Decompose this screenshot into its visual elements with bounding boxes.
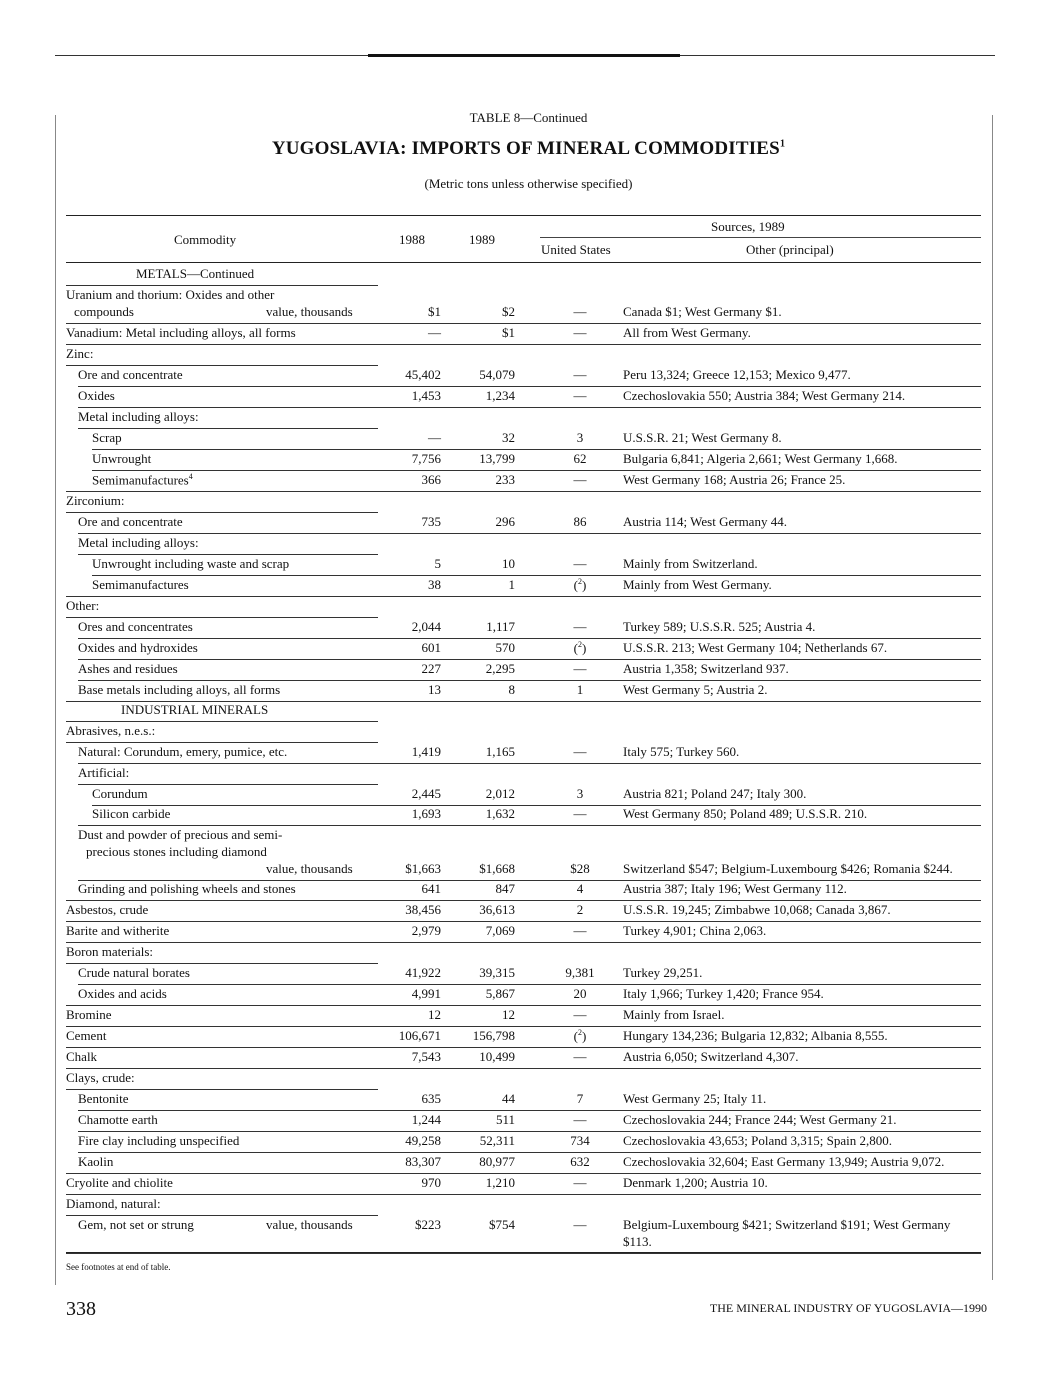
other-sources: Turkey 589; U.S.S.R. 525; Austria 4. bbox=[623, 619, 816, 634]
row-rule bbox=[66, 1005, 981, 1006]
commodity-cell: Scrap bbox=[92, 430, 122, 445]
commodity-cell: compounds bbox=[74, 304, 134, 319]
value-1989: 10 bbox=[502, 556, 515, 571]
value-1989: 5,867 bbox=[485, 986, 515, 1001]
row-rule bbox=[78, 407, 981, 408]
value-1989: $2 bbox=[502, 304, 515, 319]
value-1988: 38 bbox=[428, 577, 441, 592]
commodity-cell: Barite and witherite bbox=[66, 923, 170, 938]
value-united-states: — bbox=[573, 619, 587, 634]
value-1989: 1,165 bbox=[485, 744, 515, 759]
commodity-cell: Kaolin bbox=[78, 1154, 114, 1169]
value-1988: 735 bbox=[421, 514, 441, 529]
paren-open: ( bbox=[573, 1028, 578, 1044]
row-rule bbox=[78, 784, 378, 785]
other-sources-continued: $113. bbox=[623, 1234, 652, 1249]
row-rule bbox=[66, 285, 378, 286]
value-1989: 13,799 bbox=[479, 451, 515, 466]
value-united-states bbox=[549, 640, 611, 656]
value-1988: 13 bbox=[428, 682, 441, 697]
value-united-states: 734 bbox=[570, 1133, 590, 1148]
value-1988: 641 bbox=[421, 881, 441, 896]
row-rule bbox=[66, 1068, 981, 1069]
value-united-states: 3 bbox=[576, 430, 584, 445]
commodity-cell: Oxides bbox=[78, 388, 115, 403]
value-1989: 54,079 bbox=[479, 367, 515, 382]
row-rule bbox=[78, 428, 378, 429]
row-rule bbox=[66, 491, 981, 492]
value-united-states: 3 bbox=[576, 786, 584, 801]
value-1988: 5 bbox=[434, 556, 441, 571]
row-rule bbox=[66, 721, 378, 722]
value-1989: 8 bbox=[508, 682, 515, 697]
footnote-mark: 2 bbox=[578, 577, 582, 586]
row-rule bbox=[66, 1194, 981, 1195]
other-sources: Czechoslovakia 550; Austria 384; West Germany 214. bbox=[623, 388, 906, 403]
row-rule bbox=[78, 386, 981, 387]
row-rule bbox=[66, 1253, 981, 1254]
value-1988: $1,663 bbox=[405, 861, 441, 876]
header-other: Other (principal) bbox=[746, 242, 834, 257]
row-rule bbox=[66, 365, 378, 366]
commodity-cell: Vanadium: Metal including alloys, all forms bbox=[66, 325, 296, 340]
value-united-states: $28 bbox=[570, 861, 590, 876]
commodity-cell: METALS—Continued bbox=[136, 266, 255, 281]
other-sources: Bulgaria 6,841; Algeria 2,661; West Germany 1,668. bbox=[623, 451, 898, 466]
row-rule bbox=[78, 763, 981, 764]
paren-close: ) bbox=[582, 577, 587, 593]
value-1988: 45,402 bbox=[405, 367, 441, 382]
value-united-states: — bbox=[573, 1217, 587, 1232]
footnote-mark: 4 bbox=[188, 472, 193, 481]
other-sources: Mainly from Switzerland. bbox=[623, 556, 758, 571]
value-1988: 106,671 bbox=[398, 1028, 441, 1043]
commodity-cell: Semimanufactures bbox=[92, 577, 189, 592]
row-rule bbox=[92, 470, 981, 471]
commodity-cell: Corundum bbox=[92, 786, 148, 801]
row-rule bbox=[92, 575, 981, 576]
row-rule bbox=[78, 1131, 981, 1132]
commodity-cell: precious stones including diamond bbox=[86, 844, 267, 859]
other-sources: U.S.S.R. 21; West Germany 8. bbox=[623, 430, 782, 445]
commodity-cell: Ores and concentrates bbox=[78, 619, 193, 634]
row-rule bbox=[66, 323, 981, 324]
value-united-states: 20 bbox=[573, 986, 587, 1001]
row-rule bbox=[78, 825, 981, 826]
row-rule bbox=[78, 1110, 981, 1111]
value-united-states: — bbox=[573, 388, 587, 403]
value-1988: 1,693 bbox=[411, 806, 441, 821]
other-sources: West Germany 850; Poland 489; U.S.S.R. 210. bbox=[623, 806, 868, 821]
row-rule bbox=[78, 638, 981, 639]
other-sources: All from West Germany. bbox=[623, 325, 751, 340]
paren-open: ( bbox=[573, 577, 578, 593]
commodity-cell: Unwrought including waste and scrap bbox=[92, 556, 290, 571]
row-rule bbox=[78, 1152, 981, 1153]
commodity-cell: INDUSTRIAL MINERALS bbox=[121, 702, 269, 717]
other-sources: Italy 575; Turkey 560. bbox=[623, 744, 740, 759]
value-1989: 2,295 bbox=[485, 661, 515, 676]
value-1989: 1 bbox=[508, 577, 515, 592]
value-united-states: 86 bbox=[573, 514, 587, 529]
header-commodity: Commodity bbox=[174, 232, 237, 247]
other-sources: Turkey 4,901; China 2,063. bbox=[623, 923, 767, 938]
other-sources: Austria 6,050; Switzerland 4,307. bbox=[623, 1049, 799, 1064]
value-united-states: 1 bbox=[576, 682, 584, 697]
value-united-states bbox=[549, 577, 611, 593]
row-rule bbox=[66, 1047, 981, 1048]
value-1988: 227 bbox=[421, 661, 441, 676]
commodity-cell: Oxides and hydroxides bbox=[78, 640, 198, 655]
value-united-states: — bbox=[573, 1175, 587, 1190]
row-rule bbox=[66, 596, 981, 597]
value-united-states: — bbox=[573, 661, 587, 676]
other-sources: Czechoslovakia 244; France 244; West Germany 21. bbox=[623, 1112, 897, 1127]
other-sources: West Germany 168; Austria 26; France 25. bbox=[623, 472, 846, 487]
value-united-states: — bbox=[573, 304, 587, 319]
value-1989: $1,668 bbox=[479, 861, 515, 876]
value-1988: 601 bbox=[421, 640, 441, 655]
value-1989: 1,210 bbox=[485, 1175, 515, 1190]
other-sources: West Germany 5; Austria 2. bbox=[623, 682, 768, 697]
commodity-cell: Boron materials: bbox=[66, 944, 154, 959]
value-1989: 80,977 bbox=[479, 1154, 515, 1169]
row-rule bbox=[66, 512, 378, 513]
row-rule bbox=[66, 1026, 981, 1027]
value-1988: — bbox=[428, 430, 441, 445]
value-1989: 156,798 bbox=[472, 1028, 515, 1043]
other-sources: U.S.S.R. 19,245; Zimbabwe 10,068; Canada 3,867. bbox=[623, 902, 891, 917]
value-united-states: — bbox=[573, 325, 587, 340]
value-1988: 7,756 bbox=[411, 451, 441, 466]
value-1989: 39,315 bbox=[479, 965, 515, 980]
other-sources: Czechoslovakia 43,653; Poland 3,315; Spain 2,800. bbox=[623, 1133, 893, 1148]
row-rule bbox=[66, 900, 981, 901]
value-united-states: 2 bbox=[576, 902, 584, 917]
value-1989: $754 bbox=[489, 1217, 515, 1232]
paren-close: ) bbox=[582, 1028, 587, 1044]
commodity-cell: Crude natural borates bbox=[78, 965, 190, 980]
commodity-cell: Unwrought bbox=[92, 451, 152, 466]
commodity-cell: Gem, not set or strung bbox=[78, 1217, 194, 1232]
value-united-states: — bbox=[573, 923, 587, 938]
value-1989: 36,613 bbox=[479, 902, 515, 917]
commodity-cell: Clays, crude: bbox=[66, 1070, 135, 1085]
paren-close: ) bbox=[582, 640, 587, 656]
value-1989: 44 bbox=[502, 1091, 515, 1106]
value-1988: 970 bbox=[421, 1175, 441, 1190]
value-1989: 2,012 bbox=[485, 786, 515, 801]
value-1989: 296 bbox=[495, 514, 515, 529]
row-rule bbox=[78, 533, 981, 534]
other-sources: Italy 1,966; Turkey 1,420; France 954. bbox=[623, 986, 824, 1001]
commodity-cell: Uranium and thorium: Oxides and other bbox=[66, 287, 275, 302]
value-1988: 49,258 bbox=[405, 1133, 441, 1148]
value-1989: 32 bbox=[502, 430, 515, 445]
other-sources: Belgium-Luxembourg $421; Switzerland $191; West Germany bbox=[623, 1217, 951, 1232]
commodity-cell: Cement bbox=[66, 1028, 107, 1043]
other-sources: Switzerland $547; Belgium-Luxembourg $426; Romania $244. bbox=[623, 861, 953, 876]
value-1988: 1,419 bbox=[411, 744, 441, 759]
value-united-states: 7 bbox=[576, 1091, 584, 1106]
value-1988: 1,453 bbox=[411, 388, 441, 403]
value-1988: 41,922 bbox=[405, 965, 441, 980]
title-footnote-mark: 1 bbox=[779, 138, 786, 150]
row-rule bbox=[66, 1215, 378, 1216]
value-united-states bbox=[549, 1028, 611, 1044]
other-sources: Austria 114; West Germany 44. bbox=[623, 514, 787, 529]
row-rule bbox=[66, 1089, 378, 1090]
other-sources: Mainly from West Germany. bbox=[623, 577, 772, 592]
value-1988: — bbox=[428, 325, 441, 340]
value-1988: 2,044 bbox=[411, 619, 441, 634]
value-1989: 1,117 bbox=[486, 619, 515, 634]
value-united-states: 9,381 bbox=[565, 965, 595, 980]
table-bottom-rule bbox=[66, 1252, 981, 1253]
commodity-cell: Diamond, natural: bbox=[66, 1196, 161, 1211]
value-united-states: — bbox=[573, 1049, 587, 1064]
value-1988: $223 bbox=[415, 1217, 441, 1232]
value-united-states: — bbox=[573, 1007, 587, 1022]
other-sources: U.S.S.R. 213; West Germany 104; Netherlands 67. bbox=[623, 640, 888, 655]
row-rule bbox=[78, 680, 981, 681]
value-united-states: 62 bbox=[573, 451, 587, 466]
other-sources: Canada $1; West Germany $1. bbox=[623, 304, 782, 319]
value-1989: 570 bbox=[495, 640, 515, 655]
other-sources: Peru 13,324; Greece 12,153; Mexico 9,477. bbox=[623, 367, 851, 382]
commodity-cell: Zinc: bbox=[66, 346, 94, 361]
unit-cell: value, thousands bbox=[266, 1217, 353, 1232]
page-number: 338 bbox=[66, 1298, 96, 1320]
footnote: See footnotes at end of table. bbox=[66, 1262, 171, 1272]
table-subtitle: (Metric tons unless otherwise specified) bbox=[424, 176, 633, 191]
value-1988: 2,979 bbox=[411, 923, 441, 938]
row-rule bbox=[66, 963, 378, 964]
commodity-cell: Metal including alloys: bbox=[78, 535, 199, 550]
header-sources: Sources, 1989 bbox=[711, 219, 785, 234]
row-rule bbox=[92, 449, 981, 450]
value-1989: $1 bbox=[502, 325, 515, 340]
row-rule bbox=[66, 617, 378, 618]
value-1988: 12 bbox=[428, 1007, 441, 1022]
value-1989: 7,069 bbox=[485, 923, 515, 938]
commodity-cell: Chamotte earth bbox=[78, 1112, 158, 1127]
other-sources: West Germany 25; Italy 11. bbox=[623, 1091, 767, 1106]
commodity-cell: Chalk bbox=[66, 1049, 98, 1064]
commodity-cell: Oxides and acids bbox=[78, 986, 167, 1001]
value-1989: 10,499 bbox=[479, 1049, 515, 1064]
value-1988: $1 bbox=[428, 304, 441, 319]
row-rule bbox=[66, 1173, 981, 1174]
value-united-states: — bbox=[573, 806, 587, 821]
value-united-states: — bbox=[573, 744, 587, 759]
value-1988: 1,244 bbox=[411, 1112, 441, 1127]
other-sources: Austria 821; Poland 247; Italy 300. bbox=[623, 786, 807, 801]
running-head: THE MINERAL INDUSTRY OF YUGOSLAVIA—1990 bbox=[709, 1301, 987, 1315]
value-1988: 38,456 bbox=[405, 902, 441, 917]
commodity-cell: Bromine bbox=[66, 1007, 112, 1022]
unit-cell: value, thousands bbox=[266, 304, 353, 319]
row-rule bbox=[66, 742, 378, 743]
value-1989: 52,311 bbox=[479, 1133, 515, 1148]
header-united-states: United States bbox=[541, 242, 611, 257]
commodity-cell: Ore and concentrate bbox=[78, 367, 183, 382]
row-rule bbox=[66, 344, 981, 345]
row-rule bbox=[78, 659, 981, 660]
value-united-states: 632 bbox=[570, 1154, 590, 1169]
header-1989: 1989 bbox=[469, 232, 495, 247]
commodity-cell: Other: bbox=[66, 598, 100, 613]
value-1989: 233 bbox=[495, 472, 515, 487]
commodity-cell: Cryolite and chiolite bbox=[66, 1175, 173, 1190]
commodity-cell: Dust and powder of precious and semi- bbox=[78, 827, 283, 842]
commodity-cell: Fire clay including unspecified bbox=[78, 1133, 240, 1148]
row-rule bbox=[66, 942, 981, 943]
paren-open: ( bbox=[573, 640, 578, 656]
value-united-states: — bbox=[573, 556, 587, 571]
commodity-cell: Abrasives, n.e.s.: bbox=[66, 723, 156, 738]
value-1988: 635 bbox=[421, 1091, 441, 1106]
other-sources: Austria 1,358; Switzerland 937. bbox=[623, 661, 789, 676]
commodity-cell bbox=[92, 472, 193, 488]
value-1989: 1,234 bbox=[485, 388, 515, 403]
other-sources: Czechoslovakia 32,604; East Germany 13,949; Austria 9,072. bbox=[623, 1154, 945, 1169]
footnote-mark: 2 bbox=[578, 640, 582, 649]
value-1989: 847 bbox=[495, 881, 515, 896]
commodity-cell: Natural: Corundum, emery, pumice, etc. bbox=[78, 744, 288, 759]
other-sources: Hungary 134,236; Bulgaria 12,832; Albania 8,555. bbox=[623, 1028, 888, 1043]
value-1989: 511 bbox=[495, 1112, 515, 1127]
row-rule bbox=[78, 554, 378, 555]
commodity-cell: Asbestos, crude bbox=[66, 902, 149, 917]
value-1989: 12 bbox=[502, 1007, 515, 1022]
other-sources: Mainly from Israel. bbox=[623, 1007, 725, 1022]
commodity-cell: Artificial: bbox=[78, 765, 130, 780]
header-1988: 1988 bbox=[399, 232, 425, 247]
value-1988: 2,445 bbox=[411, 786, 441, 801]
value-1988: 83,307 bbox=[405, 1154, 441, 1169]
value-1988: 366 bbox=[421, 472, 441, 487]
row-rule bbox=[78, 984, 981, 985]
commodity-cell: Ashes and residues bbox=[78, 661, 178, 676]
value-united-states: 4 bbox=[576, 881, 584, 896]
commodity-cell: Ore and concentrate bbox=[78, 514, 183, 529]
commodity-cell: Metal including alloys: bbox=[78, 409, 199, 424]
commodity-cell: Grinding and polishing wheels and stones bbox=[78, 881, 296, 896]
title-text: YUGOSLAVIA: IMPORTS OF MINERAL COMMODITIES bbox=[271, 138, 780, 159]
commodity-cell: Base metals including alloys, all forms bbox=[78, 682, 281, 697]
value-united-states: — bbox=[573, 472, 587, 487]
value-1988: 4,991 bbox=[411, 986, 441, 1001]
value-united-states: — bbox=[573, 1112, 587, 1127]
table-caption: TABLE 8—Continued bbox=[469, 110, 588, 125]
unit-cell: value, thousands bbox=[266, 861, 353, 876]
footnote-mark: 2 bbox=[578, 1028, 582, 1037]
commodity-cell: Zirconium: bbox=[66, 493, 125, 508]
commodity-text: Semimanufactures bbox=[92, 472, 189, 488]
other-sources: Denmark 1,200; Austria 10. bbox=[623, 1175, 768, 1190]
row-rule bbox=[66, 921, 981, 922]
value-1989: 1,632 bbox=[485, 806, 515, 821]
other-sources: Austria 387; Italy 196; West Germany 112. bbox=[623, 881, 847, 896]
other-sources: Turkey 29,251. bbox=[623, 965, 703, 980]
commodity-cell: Bentonite bbox=[78, 1091, 129, 1106]
commodity-cell: Silicon carbide bbox=[92, 806, 171, 821]
value-united-states: — bbox=[573, 367, 587, 382]
value-1988: 7,543 bbox=[411, 1049, 441, 1064]
